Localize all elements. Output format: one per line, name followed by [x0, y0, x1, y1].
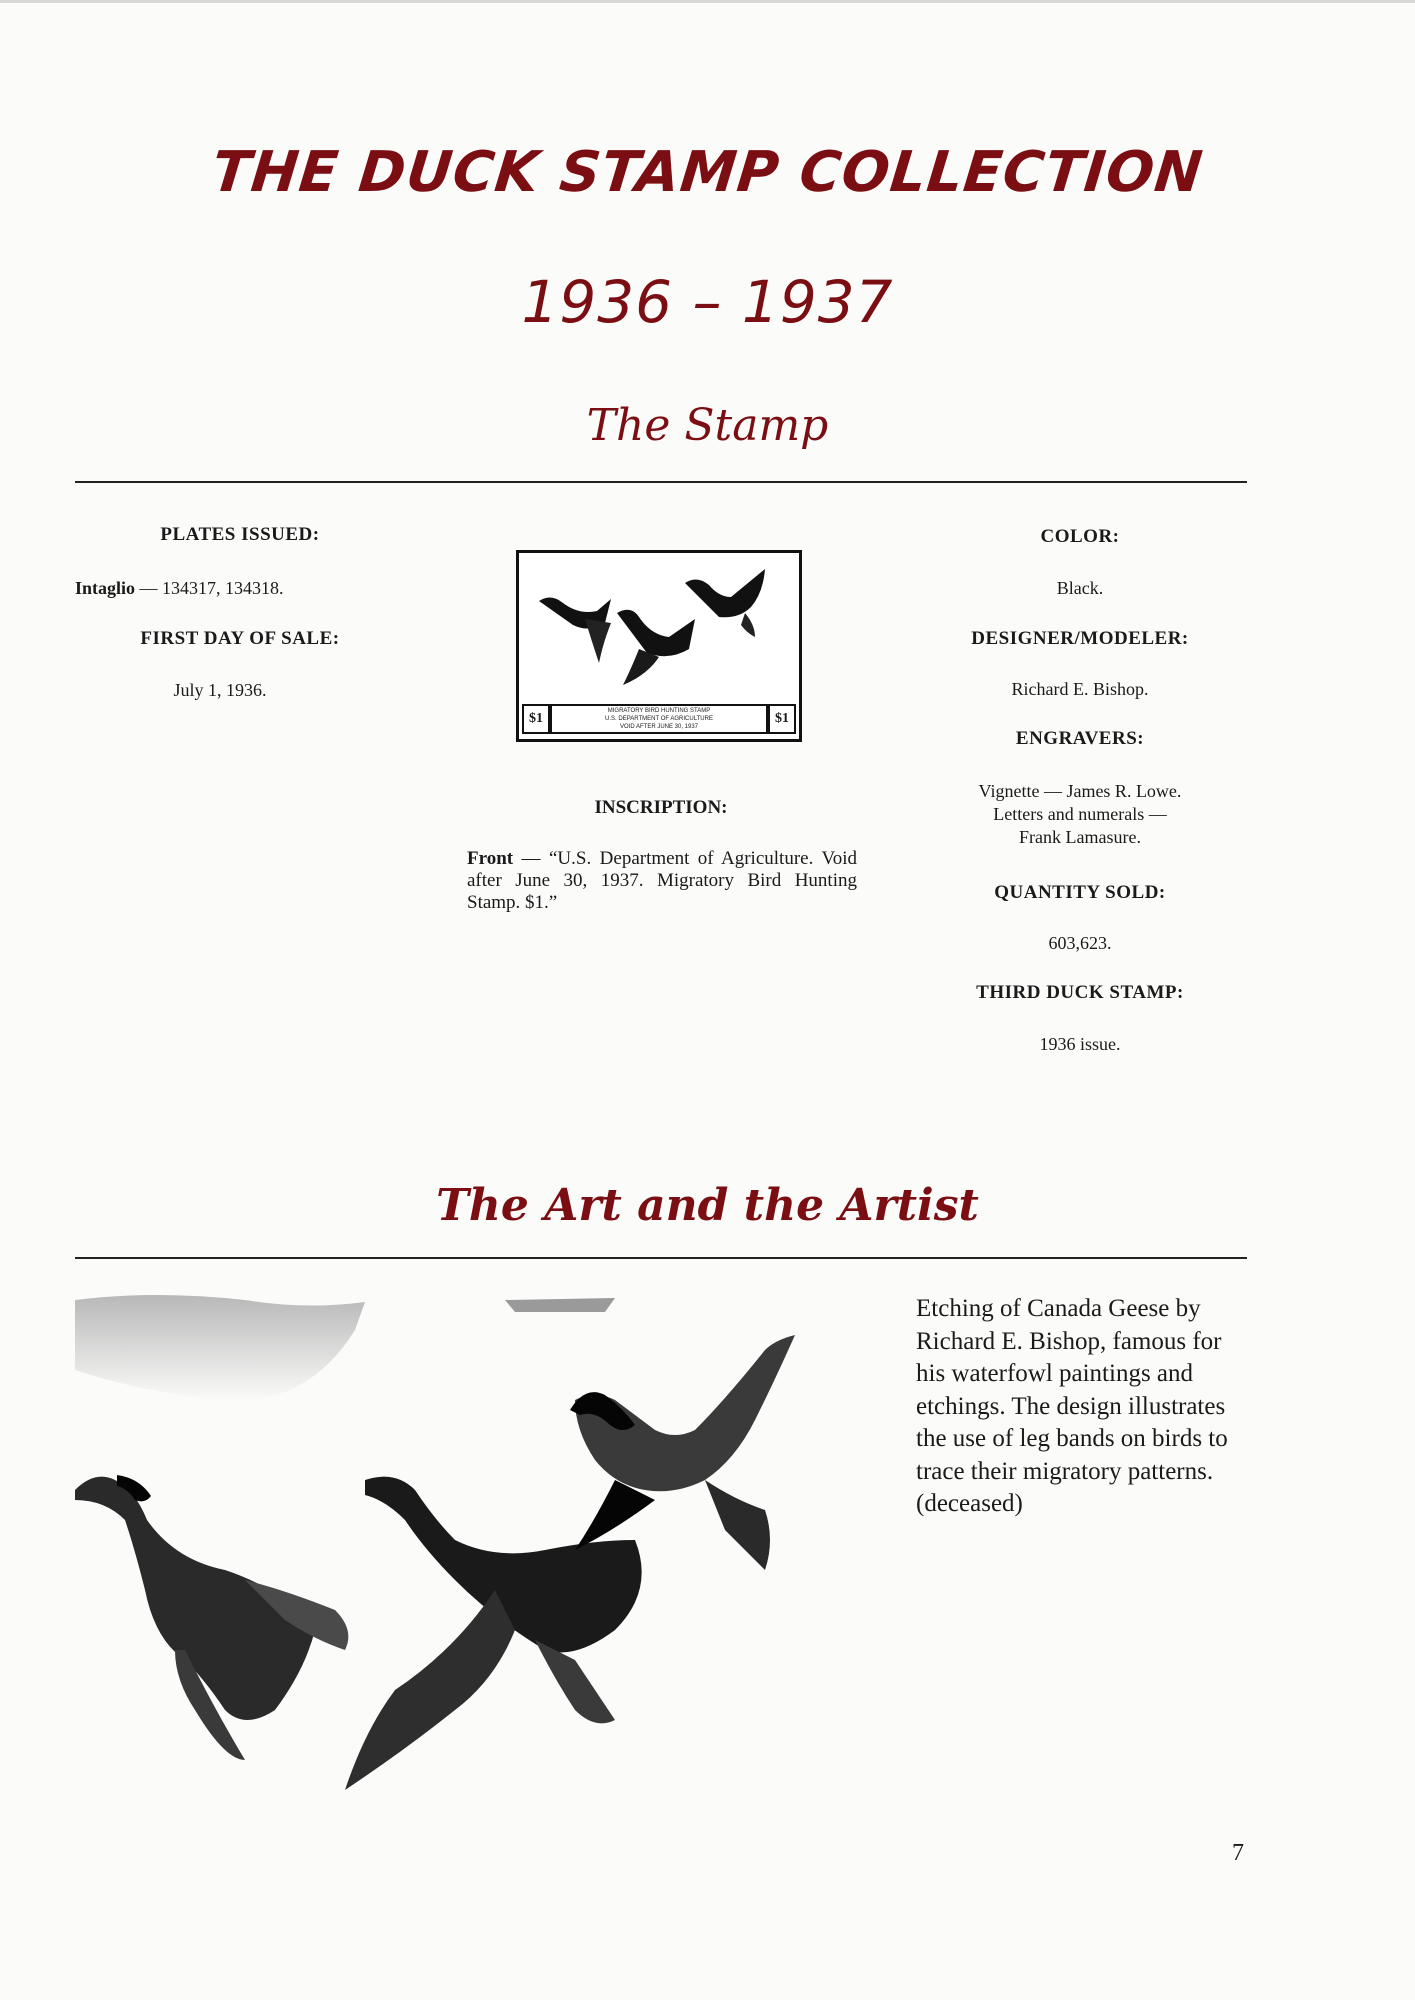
engravers-line-3: Frank Lamasure. [1019, 827, 1141, 847]
stamp-denomination-left: $1 [529, 711, 543, 726]
plates-issued-numbers: — 134317, 134318. [139, 578, 284, 598]
page-number: 7 [1232, 1840, 1244, 1866]
page-title: THE DUCK STAMP COLLECTION [208, 140, 1207, 205]
stamp-image [516, 550, 802, 742]
stamp-denomination-right: $1 [775, 711, 789, 726]
color-value: Black. [1056, 578, 1104, 598]
quantity-value: 603,623. [1048, 933, 1112, 953]
art-caption: Etching of Canada Geese by Richard E. Bishop, famous for his waterfowl paintings and etchings. The design illustrates the use of leg bands on birds to trace their migratory patterns. (deceased) [916, 1295, 1228, 1517]
third-stamp-heading: THIRD DUCK STAMP: [976, 982, 1184, 1003]
plates-issued-value [75, 578, 365, 599]
designer-heading: DESIGNER/MODELER: [971, 628, 1189, 649]
designer-value: Richard E. Bishop. [1011, 679, 1149, 699]
divider-rule [75, 481, 1247, 483]
stamp-line-1: MIGRATORY BIRD HUNTING STAMP [607, 708, 711, 714]
inscription-heading: INSCRIPTION: [594, 797, 728, 818]
stamp-line-3: VOID AFTER JUNE 30, 1937 [619, 724, 699, 730]
plates-issued-heading: PLATES ISSUED: [160, 524, 320, 545]
section-heading-stamp: The Stamp [586, 400, 829, 451]
color-heading: COLOR: [1040, 526, 1120, 547]
quantity-heading: QUANTITY SOLD: [994, 882, 1166, 903]
first-day-heading: FIRST DAY OF SALE: [140, 628, 340, 649]
section-heading-art: The Art and the Artist [436, 1180, 979, 1231]
engravers-value [930, 780, 1230, 849]
plates-issued-label: Intaglio [75, 578, 136, 598]
stamp-line-2: U.S. DEPARTMENT OF AGRICULTURE [605, 716, 713, 722]
third-stamp-value: 1936 issue. [1039, 1034, 1121, 1054]
divider-rule [75, 1257, 1247, 1259]
inscription-label: Front [467, 848, 514, 869]
engravers-line-1: Vignette — James R. Lowe. [978, 781, 1182, 801]
engravers-heading: ENGRAVERS: [1015, 728, 1145, 749]
inscription-text [467, 848, 857, 914]
engravers-line-2: Letters and numerals — [993, 804, 1167, 824]
year-range: 1936 – 1937 [521, 268, 894, 336]
first-day-value: July 1, 1936. [173, 680, 267, 700]
geese-etching-image [75, 1290, 875, 1810]
page-top-edge [0, 0, 1415, 3]
inscription-value: — “U.S. Department of Agriculture. Void after June 30, 1937. Migratory Bird Hunting Stamp. $1.” [467, 848, 857, 913]
